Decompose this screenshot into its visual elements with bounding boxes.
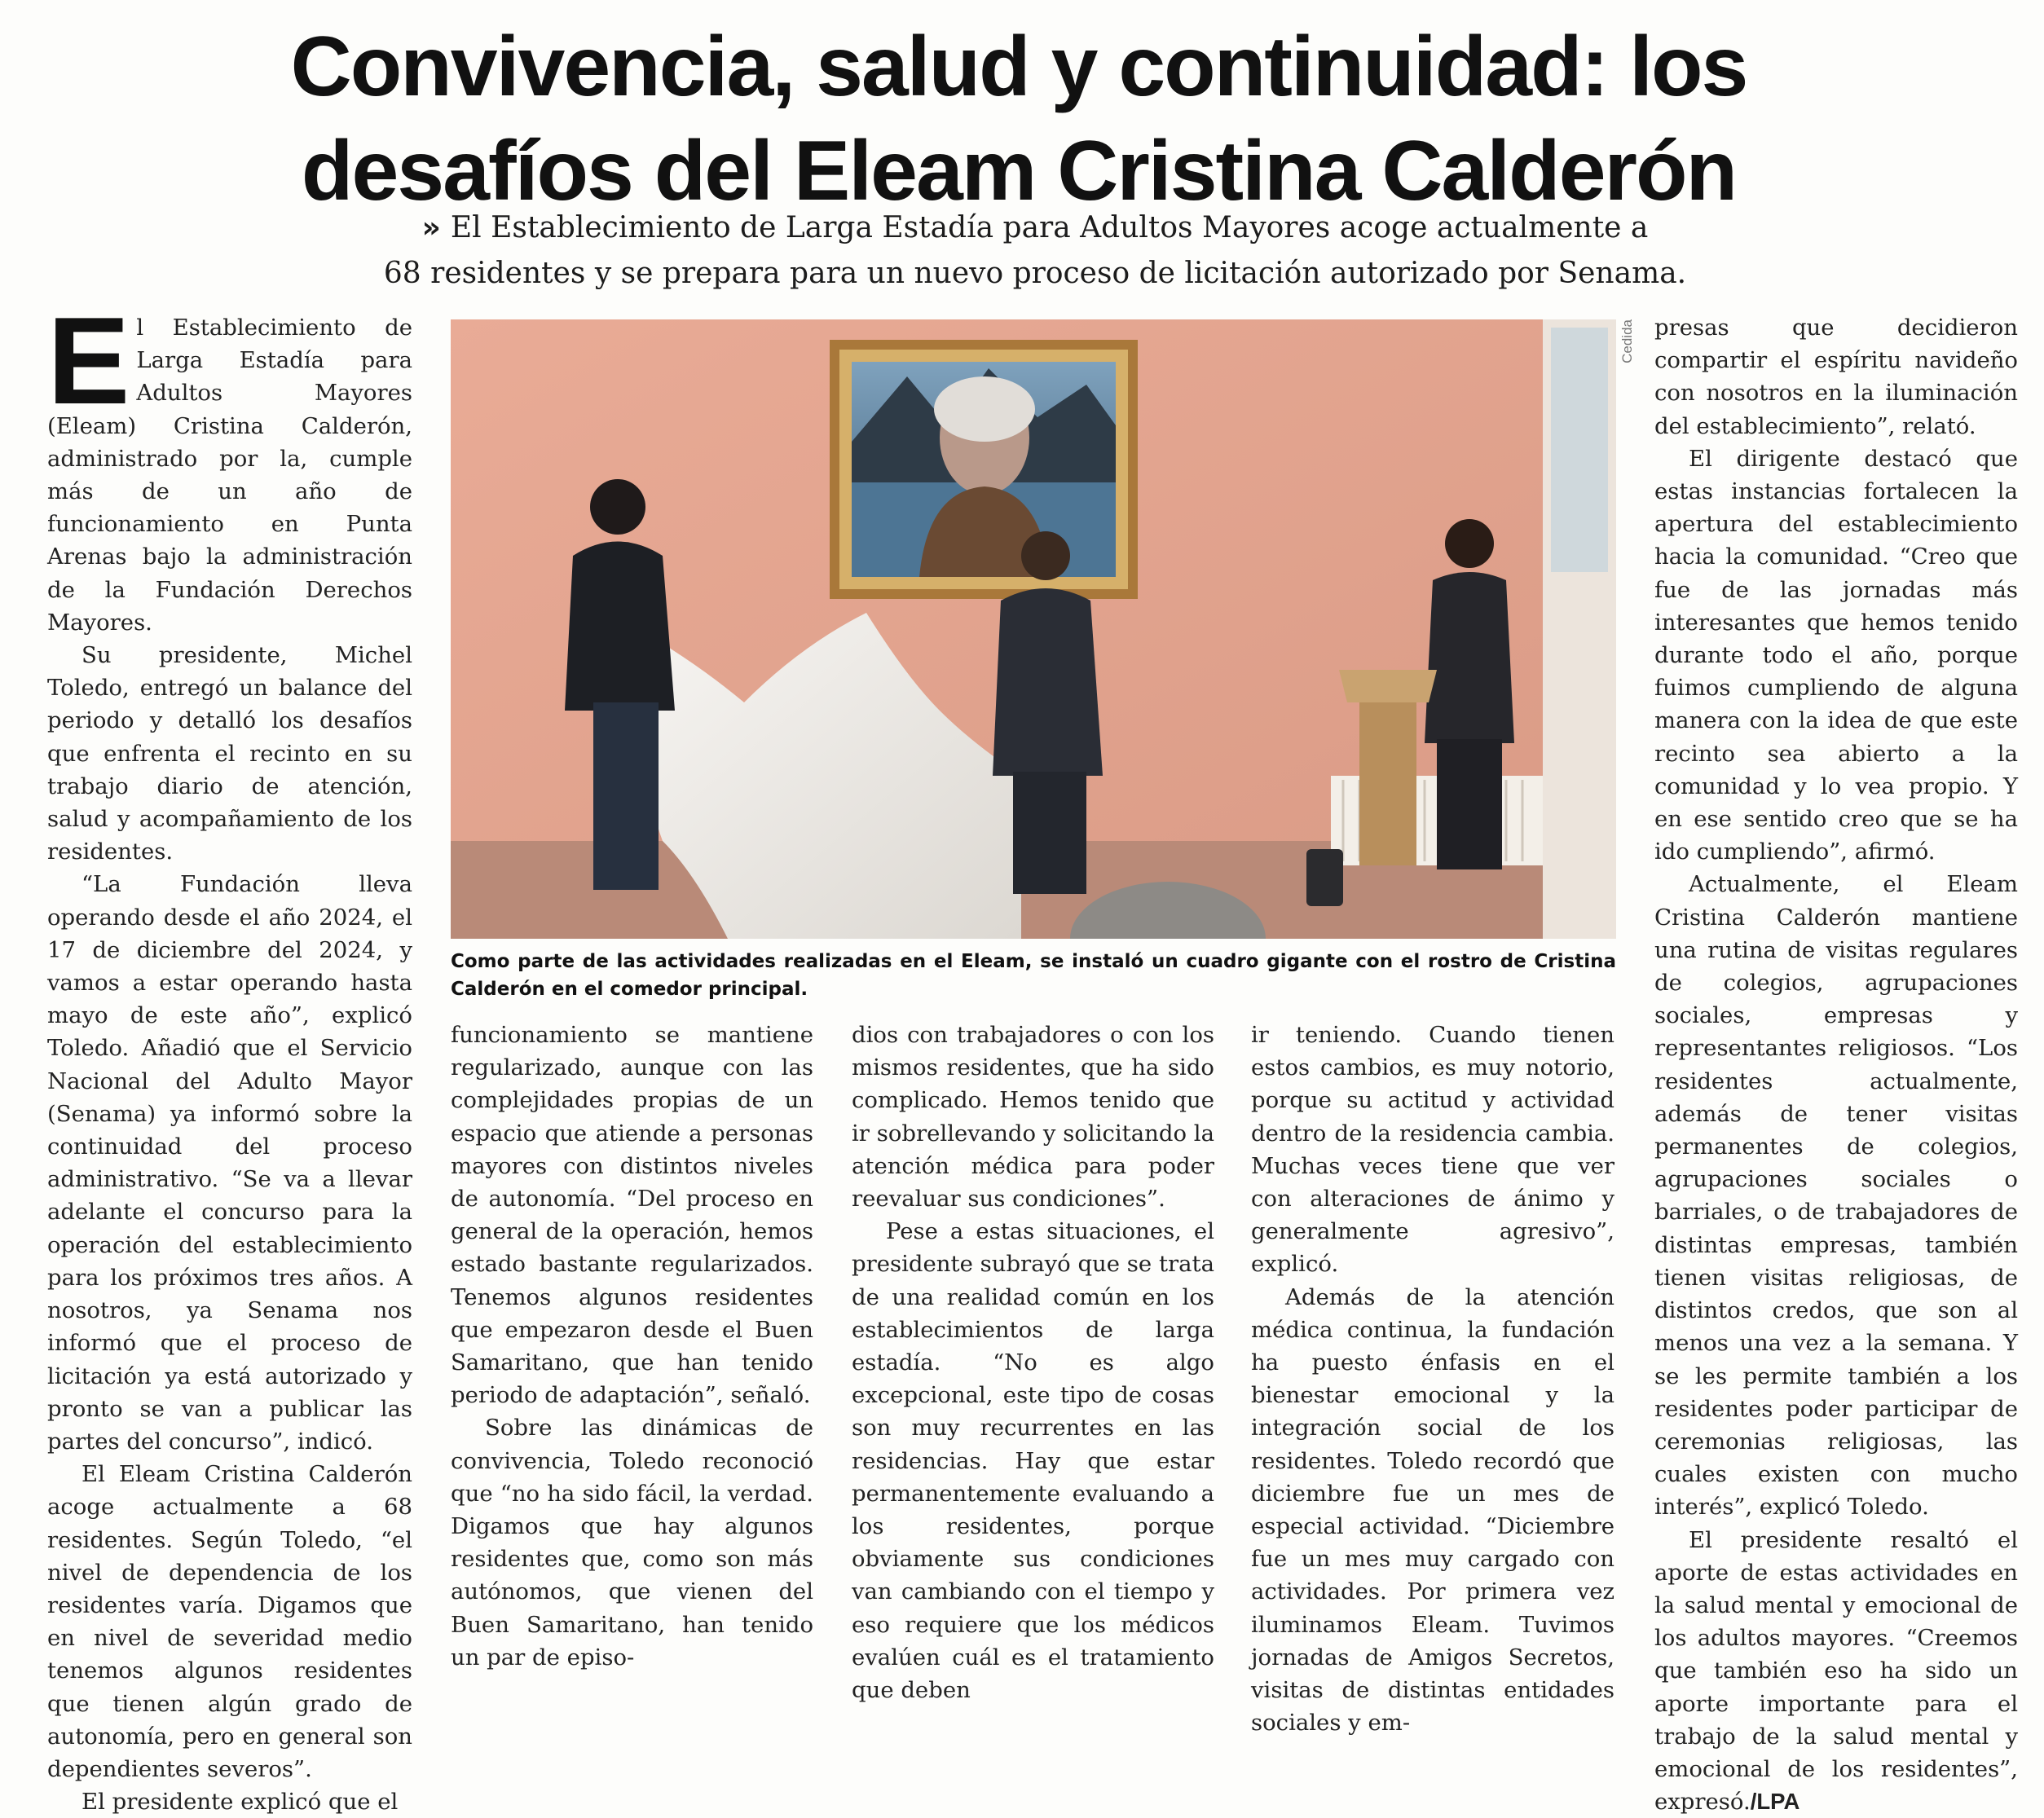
drop-cap: E bbox=[47, 292, 130, 430]
photo-credit: Cedida bbox=[1619, 319, 1635, 363]
article-column-3 bbox=[852, 1019, 1214, 1706]
paragraph: El presidente explicó que el bbox=[81, 1789, 399, 1816]
article-column-1 bbox=[47, 292, 412, 1818]
article-column-4 bbox=[1251, 1019, 1614, 1739]
subhead-line-2: 68 residentes y se prepara para un nuevo proceso de licitación autorizado por Senama. bbox=[383, 257, 1687, 290]
subheadline bbox=[342, 205, 1728, 297]
article-column-5 bbox=[1654, 311, 2018, 1818]
author-signature: /LPA bbox=[1750, 1789, 1800, 1815]
paragraph: Además de la atención médica continua, la fundación ha puesto énfasis en el bienestar emocional y la integración social de los residentes. Toledo recordó que diciembre fue un mes de especial actividad. “Diciembre fue un mes muy cargado con actividades. Por primera vez iluminamos Eleam. Tuvimos jornadas de Amigos Secretos, visitas de distintas entidades sociales y em- bbox=[1251, 1283, 1614, 1737]
paragraph: El presidente resaltó el aporte de estas actividades en la salud mental y emocional de los adultos mayores. “Creemos que también eso ha sido un aporte importante para el trabajo de la salud mental y emocional de los residentes”, expresó./LPA bbox=[1654, 1526, 2018, 1816]
subhead-arrow-icon: » bbox=[421, 211, 441, 244]
paragraph: Su presidente, Michel Toledo, entregó un balance del periodo y detalló los desafíos que enfrenta el recinto en su trabajo diario de atención, salud y acompañamiento de los residentes. bbox=[47, 642, 412, 865]
paragraph: Actualmente, el Eleam Cristina Calderón mantiene una rutina de visitas regulares de colegios, agrupaciones sociales, empresas y representantes religiosos. “Los residentes actualmente, además de tener visitas permanentes de colegios, agrupaciones sociales o barriales, o de trabajadores de distintas empresas, también tienen visitas religiosas, de distintos credos, que son al menos una vez a la semana. Y se les permite también a los residentes poder participar de ceremonias religiosas, las cuales existen con mucho interés”, explicó Toledo. bbox=[1654, 871, 2018, 1521]
subhead-line-1: El Establecimiento de Larga Estadía para Adultos Mayores acoge actualmente a bbox=[450, 211, 1649, 244]
paragraph: presas que decidieron compartir el espíritu navideño con nosotros en la iluminación del establecimiento”, relató. bbox=[1654, 315, 2018, 439]
paragraph: “La Fundación lleva operando desde el año 2024, el 17 de diciembre del 2024, y vamos a estar operando hasta mayo de este año”, explicó Toledo. Añadió que el Servicio Nacional del Adulto Mayor (Senama) ya informó sobre la continuidad del proceso administrativo. “Se va a llevar adelante el concurso para la operación del establecimiento para los próximos tres años. A nosotros, ya Senama nos informó que el proceso de licitación ya está autorizado y pronto se van a publicar las partes del concurso”, indicó. bbox=[47, 871, 412, 1455]
paragraph: El Eleam Cristina Calderón acoge actualmente a 68 residentes. Según Toledo, “el nivel de dependencia de los residentes varía. Digamos que en nivel de severidad medio tenemos algunos residentes que tienen algún grado de autonomía, pero en general son dependientes severos”. bbox=[47, 1461, 412, 1782]
paragraph: dios con trabajadores o con los mismos residentes, que ha sido complicado. Hemos tenido que ir sobrellevando y solicitando la atención médica para poder reevaluar sus condiciones”. bbox=[852, 1022, 1214, 1213]
photo-caption: Como parte de las actividades realizadas en el Eleam, se instaló un cuadro gigante con el rostro de Cristina Calderón en el comedor principal. bbox=[451, 951, 1616, 1000]
paragraph: Pese a estas situaciones, el presidente subrayó que se trata de una realidad común en los establecimientos de larga estadía. “No es algo excepcional, este tipo de cosas son muy recurrentes en las residencias. Hay que estar permanentemente evaluando a los residentes, porque obviamente sus condiciones van cambiando con el tiempo y eso requiere que los médicos evalúen cuál es el tratamiento que deben bbox=[852, 1218, 1214, 1704]
portrait-frame bbox=[830, 340, 1138, 599]
paragraph: ir teniendo. Cuando tienen estos cambios, es muy notorio, porque su actitud y actividad dentro de la residencia cambia. Muchas veces tiene que ver con alteraciones de ánimo y generalmente agresivo”, explicó. bbox=[1251, 1022, 1614, 1278]
paragraph: El dirigente destacó que estas instancias fortalecen la apertura del establecimiento hacia la comunidad. “Creo que fue de las jornadas más interesantes que hemos tenido durante todo el año, porque fuimos cumpliendo de alguna manera con la idea de que este recinto sea abierto a la comunidad y lo vea propio. Y en ese sentido creo que se ha ido cumpliendo”, afirmó. bbox=[1654, 445, 2018, 865]
paragraph: El Establecimiento de Larga Estadía para Adultos Mayores (Eleam) Cristina Calderón, administrado por la, cumple más de un año de funcionamiento en Punta Arenas bajo la administración de la Fundación Derechos Mayores. bbox=[47, 292, 412, 636]
headline-line-2: desafíos del Eleam Cristina Calderón bbox=[301, 124, 1737, 218]
paragraph: funcionamiento se mantiene regularizado, aunque con las complejidades propias de un espacio que atiende a personas mayores con distintos niveles de autonomía. “Del proceso en general de la operación, hemos estado bastante regularizados. Tenemos algunos residentes que empezaron desde el Buen Samaritano, que han tenido periodo de adaptación”, señaló. bbox=[451, 1022, 813, 1409]
article-column-2 bbox=[451, 1019, 813, 1674]
headline bbox=[244, 15, 1793, 223]
paragraph: Sobre las dinámicas de convivencia, Toledo reconoció que “no ha sido fácil, la verdad. Digamos que hay algunos residentes que, como son más autónomos, que vienen del Buen Samaritano, han tenido un par de episo- bbox=[451, 1415, 813, 1671]
headline-line-1: Convivencia, salud y continuidad: los bbox=[290, 20, 1747, 114]
article-photo bbox=[451, 319, 1616, 939]
